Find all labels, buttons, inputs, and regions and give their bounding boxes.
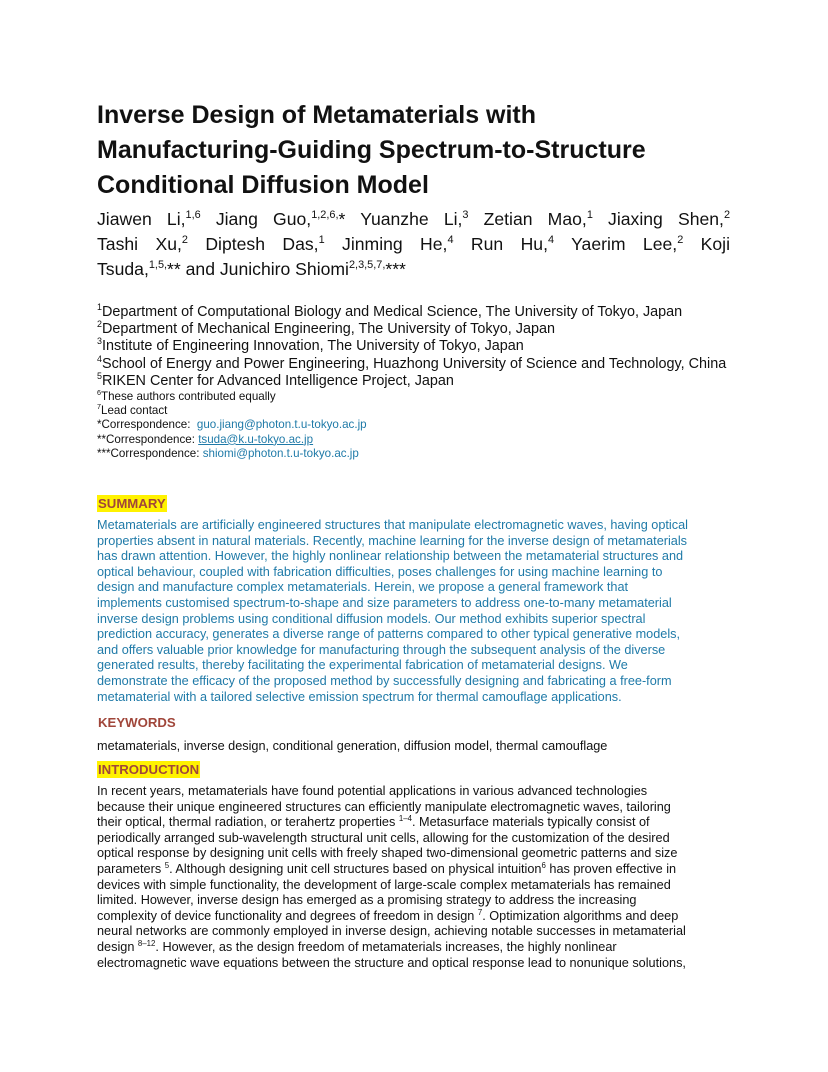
affiliation-text: Department of Computational Biology and Medical Science, The University of Tokyo, Japan [101,304,683,320]
author-affiliation-marks: 2,3,5,7, [348,259,386,272]
text-run: neural networks are commonly employed in inverse design, achieving notable successes in metamaterial [97,924,686,939]
introduction-line [97,862,737,878]
abstract-line: Metamaterials are artificially engineered structures that manipulate electromagnetic waves, having optical [97,518,688,532]
abstract-line: has drawn attention. However, the highly nonlinear relationship between the metamaterial structures and [97,549,684,564]
introduction-line [97,909,737,925]
correspondence-line [97,447,757,461]
abstract-line: and offers valuable prior knowledge for manufacturing through the subsequent analysis of the diverse [97,642,666,657]
author [97,259,181,279]
author-name: Koji [700,234,730,254]
text-run: design [97,939,138,954]
introduction-line [97,784,737,800]
citation-ref[interactable]: 8–12 [137,938,156,948]
author-affiliation-marks: 1 [586,209,593,222]
affiliation-number: 3 [97,336,102,347]
introduction-line [97,924,737,940]
text-run: . Optimization algorithms and deep [482,908,679,923]
introduction-line [97,878,737,894]
author-correspondence-mark: * [338,209,346,229]
introduction-line [97,800,737,816]
correspondence-email-link[interactable]: tsuda@k.u-tokyo.ac.jp [198,432,314,446]
introduction-line [97,846,737,862]
author-name: Diptesh Das, [205,234,319,254]
introduction-line [97,831,737,847]
introduction-heading: INTRODUCTION [98,762,200,777]
note-number: 7 [97,402,101,412]
author [360,209,468,229]
introduction-line [97,940,737,956]
introduction-line [97,893,737,909]
abstract-line: design and manufacture complex metamaterials. Herein, we propose a general framework that [97,580,629,595]
text-run: . Metasurface materials typically consist of [411,815,650,830]
correspondence-line [97,418,757,432]
introduction-line [97,815,737,831]
title-line: Manufacturing-Guiding Spectrum-to-Structure [97,136,646,164]
text-run: . However, as the design freedom of metamaterials increases, the highly nonlinear [155,939,617,954]
author-name: Jiaxing Shen, [608,209,724,229]
citation-ref[interactable]: 1–4 [398,813,412,823]
author-name: and Junichiro Shiomi [185,259,349,279]
affiliation-list [97,304,757,461]
author-affiliation-marks: 1,5, [148,259,168,272]
text-run: complexity of device functionality and degrees of freedom in design [97,908,478,923]
author-line [97,232,730,257]
affiliation [97,321,757,338]
author-correspondence-mark: ** [167,259,181,279]
author-line [97,207,730,232]
author-note [97,390,757,404]
correspondence-email-link[interactable]: shiomi@photon.t.u-tokyo.ac.jp [202,446,359,460]
introduction-text [97,784,737,971]
affiliation-number: 4 [97,353,102,364]
text-run: devices with simple functionality, the development of large-scale complex metamaterials has remained [97,877,671,892]
summary-heading: SUMMARY [98,496,166,511]
affiliation [97,338,757,355]
affiliation [97,373,757,390]
abstract-line: metamaterial with a tailored selective emission spectrum for thermal camouflage applications. [97,689,622,704]
author-list [97,207,730,282]
author-name: Zetian Mao, [483,209,587,229]
author [571,234,683,254]
author-name: Yuanzhe Li, [360,209,463,229]
abstract-line: optical behaviour, coupled with fabrication difficulties, poses challenges for using machine learning to [97,564,663,579]
abstract-line: demonstrate the efficacy of the proposed method by successfully designing and fabricating a free-form [97,673,672,688]
correspondence-label: *Correspondence: [97,418,197,432]
affiliation-text: Department of Mechanical Engineering, The University of Tokyo, Japan [101,321,555,338]
author [608,209,730,229]
affiliation-number: 1 [97,302,102,313]
text-run: periodically arranged sub-wavelength structural unit cells, allowing for the customization of the desired [97,830,670,845]
affiliation-number: 5 [97,371,102,382]
keywords-heading: KEYWORDS [98,715,176,730]
author-name: Tsuda, [97,259,149,279]
citation-ref[interactable]: 6 [541,860,546,870]
author-affiliation-marks: 1,6 [185,209,201,222]
author [471,234,554,254]
note-text: Lead contact [101,404,168,418]
author-name: Jinming He, [342,234,448,254]
paper-title [97,98,747,203]
text-run: has proven effective in [545,861,677,876]
title-line: Conditional Diffusion Model [97,171,429,199]
author [342,234,453,254]
text-run: In recent years, metamaterials have found potential applications in various advanced technologies [97,784,648,798]
text-run: because their unique engineered structures can efficiently manipulate electromagnetic waves, tailoring [97,799,671,814]
author-affiliation-marks: 1,2,6, [311,209,339,222]
text-run: electromagnetic wave equations between the structure and optical response lead to nonunique solutions, [97,955,686,970]
text-run: parameters [97,861,165,876]
author-name: Jiang Guo, [215,209,312,229]
affiliation-text: School of Energy and Power Engineering, Huazhong University of Science and Technology, China [101,355,727,372]
abstract-line: inverse design problems using conditional diffusion models. Our method exhibits superior spectral [97,611,646,626]
author [205,234,324,254]
abstract-line: properties absent in natural materials. Recently, machine learning for the inverse design of metamaterials [97,533,688,548]
citation-ref[interactable]: 7 [477,907,483,917]
text-run: . Although designing unit cell structures based on physical intuition [169,861,542,876]
note-number: 6 [97,388,101,398]
author [484,209,593,229]
abstract-text [97,518,729,705]
author [216,209,346,229]
author-name: Yaerim Lee, [571,234,678,254]
author-affiliation-marks: 4 [447,234,454,247]
author-affiliation-marks: 2 [723,209,731,222]
abstract-line: prediction accuracy, generates a diverse range of patterns compared to other typical generative models, [97,627,681,642]
correspondence-label: **Correspondence: [97,432,199,446]
correspondence-line [97,433,757,447]
text-run: optical response by designing unit cells with freely shaped two-dimensional geometric patterns and size [97,846,678,861]
author-name: Tashi Xu, [97,234,182,254]
author-affiliation-marks: 4 [547,234,555,247]
author [186,259,406,279]
keywords-text: metamaterials, inverse design, conditional generation, diffusion model, thermal camouflage [97,739,608,753]
text-run: limited. However, inverse design has emerged as a promising strategy to address the increasing [97,893,637,908]
author [97,209,201,229]
note-text: These authors contributed equally [101,390,276,404]
author-correspondence-mark: *** [385,259,406,279]
author-line [97,257,730,282]
affiliation-text: RIKEN Center for Advanced Intelligence Project, Japan [101,372,454,389]
correspondence-label: ***Correspondence: [97,446,203,460]
author-affiliation-marks: 1 [318,234,325,247]
citation-ref[interactable]: 5 [164,860,170,870]
correspondence-email-link[interactable]: guo.jiang@photon.t.u-tokyo.ac.jp [196,418,367,432]
affiliation [97,304,757,321]
author-affiliation-marks: 2 [181,234,188,247]
author [701,234,730,254]
abstract-line: generated results, thereby facilitating the experimental fabrication of metamaterial designs. We [97,658,628,673]
author [97,234,188,254]
author-affiliation-marks: 2 [677,234,684,247]
introduction-line [97,956,737,972]
title-line: Inverse Design of Metamaterials with [97,101,537,129]
text-run: their optical, thermal radiation, or terahertz properties [97,815,399,830]
affiliation [97,353,757,373]
author-affiliation-marks: 3 [462,209,469,222]
author-note [97,404,757,418]
affiliation-number: 2 [97,319,102,330]
affiliation-text: Institute of Engineering Innovation, The University of Tokyo, Japan [101,338,524,355]
abstract-line: implements customised spectrum-to-shape and size parameters to address one-to-many metamaterial [97,595,672,610]
author-name: Jiawen Li, [97,209,186,229]
author-name: Run Hu, [470,234,548,254]
